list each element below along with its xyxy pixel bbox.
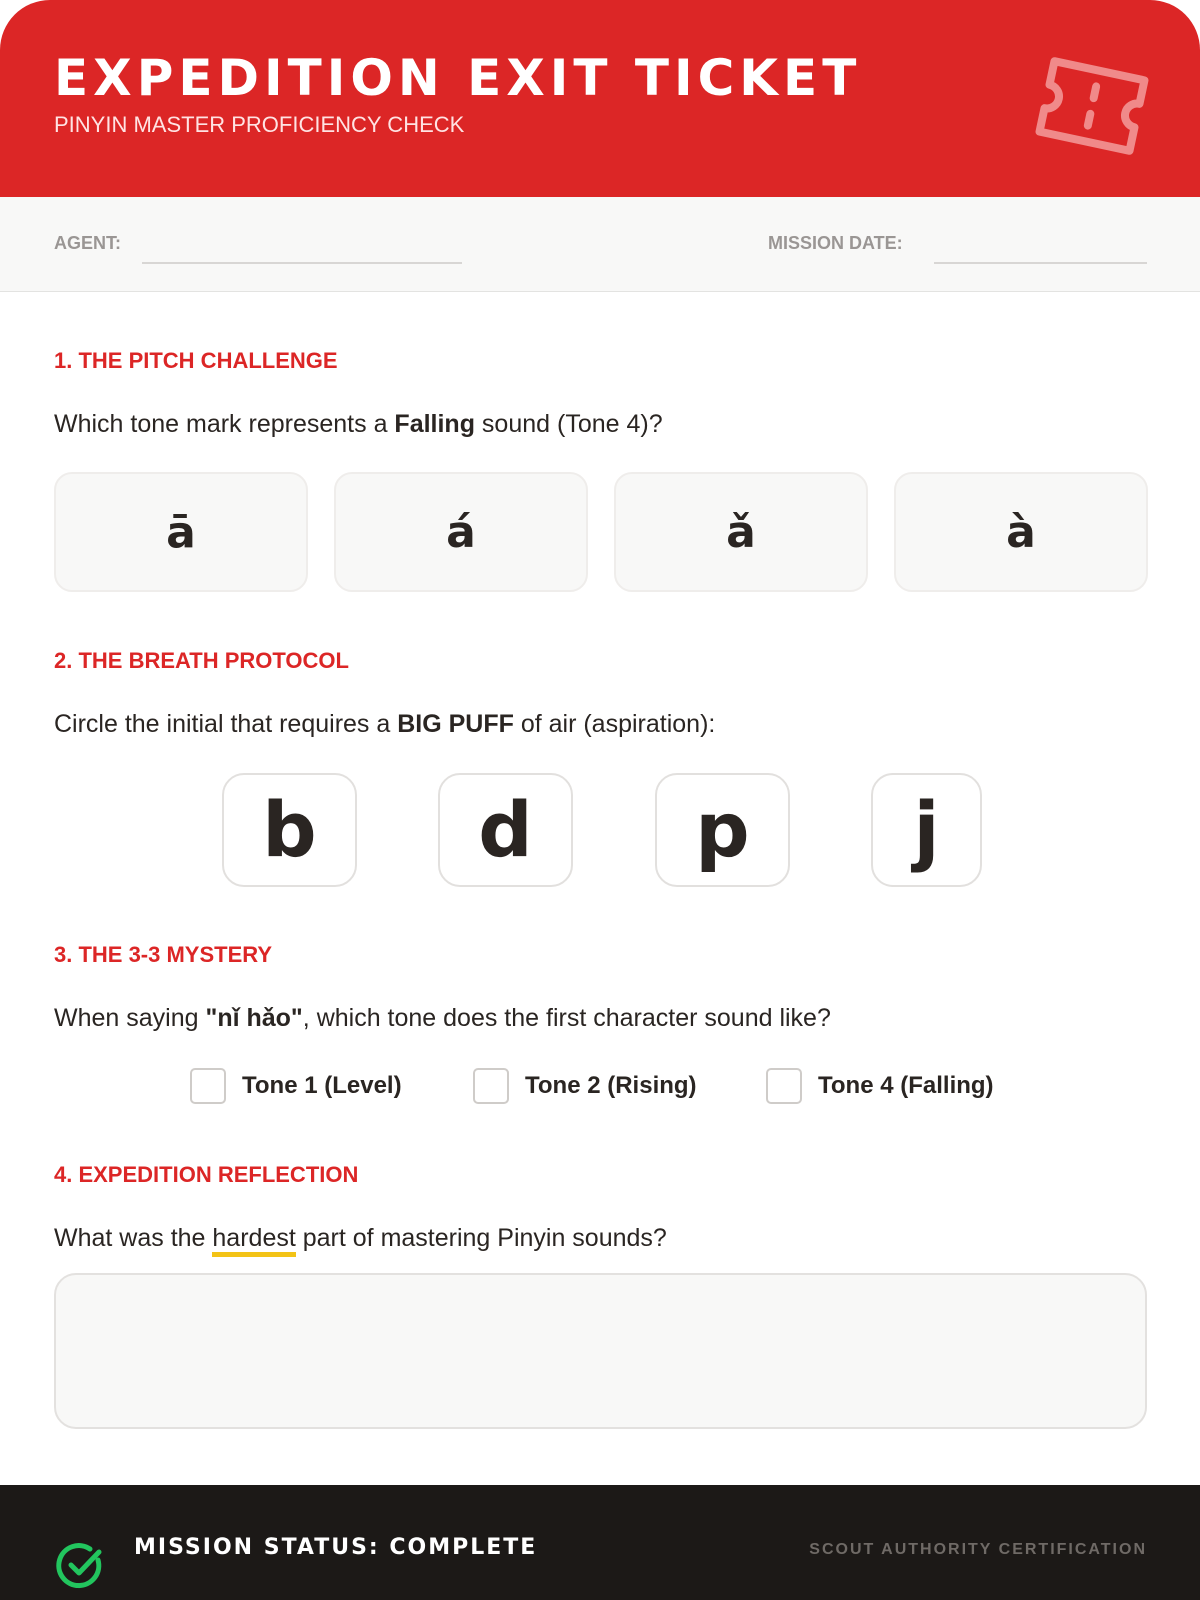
section-3-question: When saying "nǐ hǎo", which tone does the first character sound like?	[54, 1004, 831, 1032]
footer	[0, 1485, 1200, 1600]
info-bar	[0, 197, 1200, 292]
check-circle-icon	[54, 1540, 106, 1592]
section-3-title: 3. THE 3-3 MYSTERY	[54, 942, 273, 967]
section-1-title: 1. THE PITCH CHALLENGE	[54, 348, 338, 373]
checkbox-tone-4[interactable]	[766, 1068, 802, 1104]
section-1-question: Which tone mark represents a Falling sound (Tone 4)?	[54, 410, 663, 438]
mission-status: MISSION STATUS: COMPLETE	[134, 1535, 538, 1560]
section-2-title: 2. THE BREATH PROTOCOL	[54, 648, 349, 673]
page-subtitle: PINYIN MASTER PROFICIENCY CHECK	[54, 112, 465, 137]
checkbox-tone-1[interactable]	[190, 1068, 226, 1104]
tone-choice-2[interactable]	[473, 1066, 697, 1106]
agent-label: AGENT:	[54, 233, 121, 253]
section-4-title: 4. EXPEDITION REFLECTION	[54, 1162, 359, 1187]
section-2-question: Circle the initial that requires a BIG PUFF of air (aspiration):	[54, 710, 716, 738]
initial-option-p[interactable]: p	[655, 773, 790, 887]
tone-choice-1-label: Tone 1 (Level)	[242, 1072, 402, 1099]
initial-option-j[interactable]: j	[871, 773, 982, 887]
tone-option-2[interactable]: á	[334, 472, 588, 592]
ticket-icon	[1032, 56, 1152, 156]
mission-date-label: MISSION DATE:	[768, 233, 903, 253]
tone-choice-2-label: Tone 2 (Rising)	[525, 1072, 697, 1099]
checkbox-tone-2[interactable]	[473, 1068, 509, 1104]
tone-option-4[interactable]: à	[894, 472, 1148, 592]
highlighted-word: hardest	[212, 1224, 295, 1257]
initial-option-b[interactable]: b	[222, 773, 357, 887]
section-4-question: What was the hardest part of mastering Pinyin sounds?	[54, 1224, 667, 1253]
tone-options	[54, 472, 1147, 592]
tone-option-3[interactable]: ǎ	[614, 472, 868, 592]
tone-choice-4[interactable]	[766, 1066, 994, 1106]
certification-label: SCOUT AUTHORITY CERTIFICATION	[809, 1541, 1147, 1558]
tone-option-1[interactable]: ā	[54, 472, 308, 592]
agent-input-line[interactable]	[142, 262, 462, 264]
tone-choice-1[interactable]	[190, 1066, 402, 1106]
header	[0, 0, 1200, 197]
mission-date-input-line[interactable]	[934, 262, 1147, 264]
initial-option-d[interactable]: d	[438, 773, 573, 887]
page-title: EXPEDITION EXIT TICKET	[54, 49, 862, 107]
tone-choice-4-label: Tone 4 (Falling)	[818, 1072, 994, 1099]
reflection-textarea[interactable]	[54, 1273, 1147, 1429]
